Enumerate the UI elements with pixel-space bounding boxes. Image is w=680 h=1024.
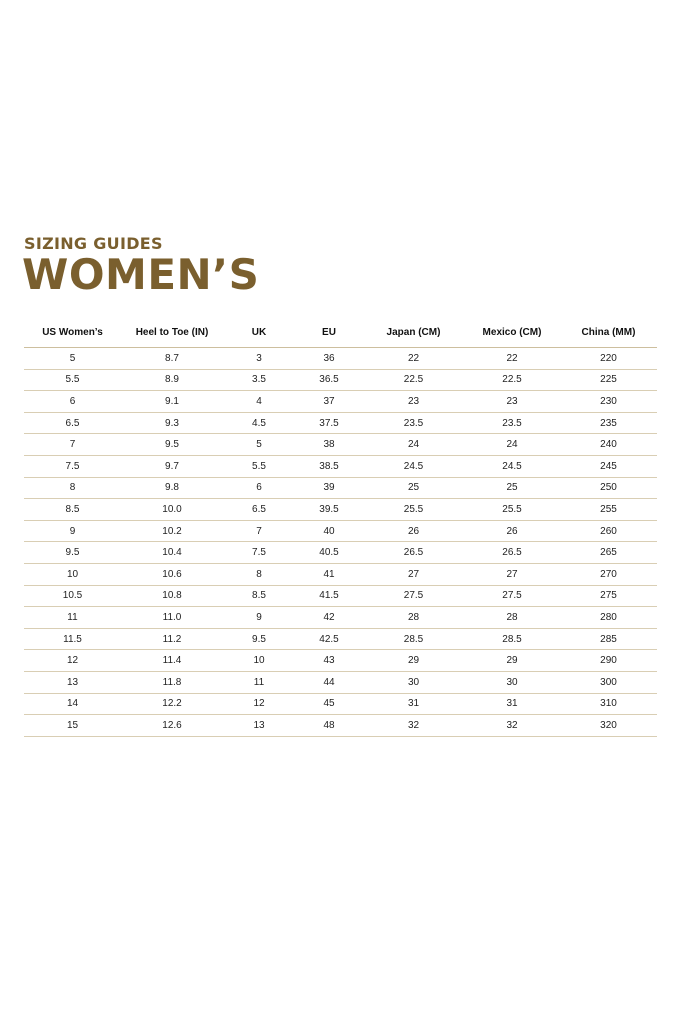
cell-china: 245 <box>560 455 657 477</box>
cell-japan: 31 <box>363 693 464 715</box>
cell-china: 260 <box>560 520 657 542</box>
cell-mexico: 31 <box>464 693 560 715</box>
table-row <box>24 607 657 629</box>
cell-uk: 7.5 <box>223 542 295 564</box>
cell-china: 285 <box>560 628 657 650</box>
cell-eu: 40 <box>295 520 363 542</box>
cell-eu: 37.5 <box>295 412 363 434</box>
cell-mexico: 29 <box>464 650 560 672</box>
cell-mexico: 27 <box>464 563 560 585</box>
cell-heel-to-toe: 11.8 <box>121 671 223 693</box>
cell-heel-to-toe: 10.6 <box>121 563 223 585</box>
cell-mexico: 25 <box>464 477 560 499</box>
cell-uk: 8.5 <box>223 585 295 607</box>
cell-us-womens: 9 <box>24 520 121 542</box>
cell-eu: 36.5 <box>295 369 363 391</box>
cell-us-womens: 6 <box>24 391 121 413</box>
cell-uk: 7 <box>223 520 295 542</box>
cell-uk: 9.5 <box>223 628 295 650</box>
cell-uk: 9 <box>223 607 295 629</box>
cell-mexico: 23.5 <box>464 412 560 434</box>
cell-china: 300 <box>560 671 657 693</box>
cell-heel-to-toe: 12.2 <box>121 693 223 715</box>
cell-uk: 12 <box>223 693 295 715</box>
cell-us-womens: 15 <box>24 715 121 737</box>
column-header-mexico: Mexico (CM) <box>464 318 560 348</box>
table-row <box>24 715 657 737</box>
cell-mexico: 27.5 <box>464 585 560 607</box>
cell-heel-to-toe: 9.3 <box>121 412 223 434</box>
cell-china: 320 <box>560 715 657 737</box>
cell-uk: 13 <box>223 715 295 737</box>
cell-japan: 24.5 <box>363 455 464 477</box>
cell-uk: 10 <box>223 650 295 672</box>
cell-japan: 27.5 <box>363 585 464 607</box>
cell-mexico: 26 <box>464 520 560 542</box>
cell-heel-to-toe: 9.1 <box>121 391 223 413</box>
size-chart <box>24 318 657 737</box>
cell-us-womens: 7.5 <box>24 455 121 477</box>
table-row <box>24 671 657 693</box>
cell-heel-to-toe: 9.7 <box>121 455 223 477</box>
cell-eu: 40.5 <box>295 542 363 564</box>
cell-uk: 6 <box>223 477 295 499</box>
cell-us-womens: 8 <box>24 477 121 499</box>
cell-japan: 32 <box>363 715 464 737</box>
cell-japan: 28.5 <box>363 628 464 650</box>
table-body <box>24 348 657 737</box>
cell-heel-to-toe: 10.2 <box>121 520 223 542</box>
cell-china: 240 <box>560 434 657 456</box>
cell-mexico: 32 <box>464 715 560 737</box>
cell-heel-to-toe: 11.4 <box>121 650 223 672</box>
cell-heel-to-toe: 12.6 <box>121 715 223 737</box>
table-row <box>24 650 657 672</box>
cell-uk: 5 <box>223 434 295 456</box>
cell-heel-to-toe: 9.5 <box>121 434 223 456</box>
column-header-heel-to-toe: Heel to Toe (IN) <box>121 318 223 348</box>
cell-us-womens: 5 <box>24 348 121 370</box>
column-header-uk: UK <box>223 318 295 348</box>
cell-japan: 26 <box>363 520 464 542</box>
cell-china: 310 <box>560 693 657 715</box>
cell-eu: 41 <box>295 563 363 585</box>
cell-uk: 6.5 <box>223 499 295 521</box>
cell-heel-to-toe: 9.8 <box>121 477 223 499</box>
cell-eu: 43 <box>295 650 363 672</box>
cell-heel-to-toe: 10.8 <box>121 585 223 607</box>
cell-mexico: 25.5 <box>464 499 560 521</box>
cell-eu: 42 <box>295 607 363 629</box>
cell-us-womens: 12 <box>24 650 121 672</box>
cell-eu: 38 <box>295 434 363 456</box>
cell-japan: 30 <box>363 671 464 693</box>
column-header-japan: Japan (CM) <box>363 318 464 348</box>
cell-us-womens: 14 <box>24 693 121 715</box>
cell-eu: 41.5 <box>295 585 363 607</box>
cell-eu: 45 <box>295 693 363 715</box>
size-table <box>24 318 657 737</box>
column-header-eu: EU <box>295 318 363 348</box>
cell-uk: 3.5 <box>223 369 295 391</box>
cell-japan: 26.5 <box>363 542 464 564</box>
cell-mexico: 30 <box>464 671 560 693</box>
cell-us-womens: 6.5 <box>24 412 121 434</box>
cell-japan: 23 <box>363 391 464 413</box>
cell-us-womens: 11 <box>24 607 121 629</box>
cell-eu: 44 <box>295 671 363 693</box>
cell-us-womens: 5.5 <box>24 369 121 391</box>
table-header-row <box>24 318 657 348</box>
cell-japan: 24 <box>363 434 464 456</box>
table-row <box>24 391 657 413</box>
cell-eu: 37 <box>295 391 363 413</box>
cell-heel-to-toe: 8.9 <box>121 369 223 391</box>
cell-japan: 25.5 <box>363 499 464 521</box>
table-row <box>24 520 657 542</box>
cell-japan: 28 <box>363 607 464 629</box>
cell-china: 225 <box>560 369 657 391</box>
table-row <box>24 542 657 564</box>
cell-eu: 39 <box>295 477 363 499</box>
cell-eu: 48 <box>295 715 363 737</box>
cell-us-womens: 9.5 <box>24 542 121 564</box>
cell-china: 265 <box>560 542 657 564</box>
cell-japan: 27 <box>363 563 464 585</box>
column-header-us-womens: US Women’s <box>24 318 121 348</box>
cell-uk: 11 <box>223 671 295 693</box>
cell-japan: 22 <box>363 348 464 370</box>
cell-us-womens: 10 <box>24 563 121 585</box>
cell-japan: 25 <box>363 477 464 499</box>
cell-us-womens: 7 <box>24 434 121 456</box>
cell-china: 230 <box>560 391 657 413</box>
column-header-china: China (MM) <box>560 318 657 348</box>
cell-china: 270 <box>560 563 657 585</box>
cell-mexico: 22 <box>464 348 560 370</box>
table-row <box>24 628 657 650</box>
table-row <box>24 499 657 521</box>
cell-uk: 4.5 <box>223 412 295 434</box>
cell-mexico: 22.5 <box>464 369 560 391</box>
cell-uk: 4 <box>223 391 295 413</box>
table-header <box>24 318 657 348</box>
cell-us-womens: 10.5 <box>24 585 121 607</box>
cell-heel-to-toe: 10.4 <box>121 542 223 564</box>
cell-eu: 38.5 <box>295 455 363 477</box>
cell-mexico: 28 <box>464 607 560 629</box>
cell-china: 255 <box>560 499 657 521</box>
cell-eu: 36 <box>295 348 363 370</box>
cell-mexico: 24 <box>464 434 560 456</box>
table-row <box>24 693 657 715</box>
table-row <box>24 563 657 585</box>
cell-japan: 23.5 <box>363 412 464 434</box>
cell-japan: 29 <box>363 650 464 672</box>
table-row <box>24 455 657 477</box>
cell-us-womens: 13 <box>24 671 121 693</box>
cell-eu: 39.5 <box>295 499 363 521</box>
cell-china: 280 <box>560 607 657 629</box>
cell-mexico: 24.5 <box>464 455 560 477</box>
page-title: WOMEN’S <box>22 250 260 299</box>
cell-japan: 22.5 <box>363 369 464 391</box>
cell-heel-to-toe: 10.0 <box>121 499 223 521</box>
cell-us-womens: 8.5 <box>24 499 121 521</box>
table-row <box>24 348 657 370</box>
cell-mexico: 23 <box>464 391 560 413</box>
cell-eu: 42.5 <box>295 628 363 650</box>
cell-china: 290 <box>560 650 657 672</box>
cell-china: 250 <box>560 477 657 499</box>
cell-heel-to-toe: 11.0 <box>121 607 223 629</box>
page-subtitle: SIZING GUIDES <box>24 234 163 253</box>
cell-us-womens: 11.5 <box>24 628 121 650</box>
table-row <box>24 412 657 434</box>
table-row <box>24 477 657 499</box>
cell-china: 220 <box>560 348 657 370</box>
cell-heel-to-toe: 11.2 <box>121 628 223 650</box>
cell-mexico: 26.5 <box>464 542 560 564</box>
cell-china: 235 <box>560 412 657 434</box>
table-row <box>24 434 657 456</box>
table-row <box>24 369 657 391</box>
cell-uk: 5.5 <box>223 455 295 477</box>
cell-heel-to-toe: 8.7 <box>121 348 223 370</box>
cell-uk: 3 <box>223 348 295 370</box>
table-row <box>24 585 657 607</box>
cell-uk: 8 <box>223 563 295 585</box>
cell-mexico: 28.5 <box>464 628 560 650</box>
cell-china: 275 <box>560 585 657 607</box>
